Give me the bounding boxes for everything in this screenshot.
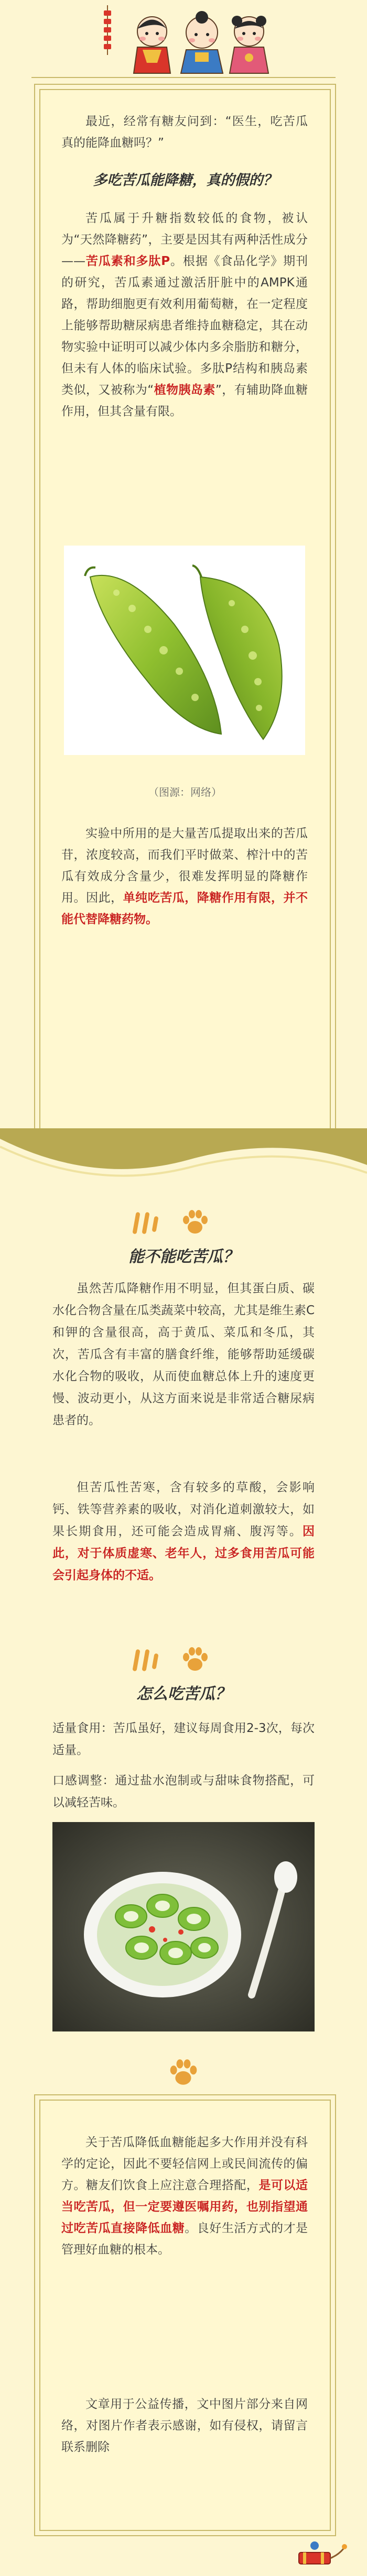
intro-heading: 多吃苦瓜能降糖，真的假的？ [93,172,277,188]
bitter-melon-photo [64,546,305,755]
photo-caption-1: （图源：网络） [148,786,222,798]
firecracker-icon [294,2539,351,2573]
intro-card [39,89,331,1133]
bitter-melon-dish-photo [52,1822,315,2031]
paw-icon-2 [181,1646,210,1673]
section3-paragraph-1: 适量食用：苦瓜虽好，建议每周食用2-3次，每次适量。 [52,1722,315,1757]
conclusion-card [39,2100,331,2531]
section3-paragraph-2: 口感调整：通过盐水泡制或与甜味食物搭配，可以减轻苦味。 [52,1774,315,1809]
section2-paragraph-1: 虽然苦瓜降糖作用不明显，但其蛋白质、碳水化合物含量在瓜类蔬菜中较高，尤其是维生素C和钾的含量很高，高于黄瓜、菜瓜和冬瓜，其次，苦瓜含有丰富的膳食纤维，能够帮助延缓碳水化合物的吸收，从而使血糖总体上升的速度更慢、波动更小，从这方面来说是非常适合糖尿病患者的。 [52,1282,315,1427]
section3-heading: 怎么吃苦瓜？ [136,1685,231,1703]
bars-icon [130,1207,161,1238]
copyright-notice: 文章用于公益传播，文中图片部分来自网络，对图片作者表示感谢，如有侵权，请留言联系删除 [61,2397,308,2454]
intro-paragraph: 最近，经常有糖友问到：“医生，吃苦瓜真的能降血糖吗？” [61,115,308,150]
paw-icon-3 [168,2058,199,2087]
section2-paragraph-2: 但苦瓜性苦寒，含有较多的草酸，会影响钙、铁等营养素的吸收，对消化道刺激较大，如果长期食用，还可能会造成胃痛、腹泻等。因此，对于体质虚寒、老年人，过多食用苦瓜可能会引起身体的不适。 [52,1481,315,1582]
paw-icon [181,1208,210,1236]
section2-heading: 能不能吃苦瓜？ [128,1248,239,1266]
wave-divider [0,1128,367,1191]
section1-paragraph-2: 实验中所用的是大量苦瓜提取出来的苦瓜苷，浓度较高，而我们平时做菜、榨汁中的苦瓜有效成分含量少，很难发挥明显的降糖作用。因此，单纯吃苦瓜，降糖作用有限，并不能代替降糖药物。 [61,827,308,926]
header-kids-illustration [0,0,367,79]
bars-icon-2 [130,1644,161,1675]
conclusion-paragraph: 关于苦瓜降低血糖能起多大作用并没有科学的定论，因此不要轻信网上或民间流传的偏方。糖友们饮食上应注意合理搭配，是可以适当吃苦瓜，但一定要遵医嘱用药，也别指望通过吃苦瓜直接降低血糖。良好生活方式的才是管理好血糖的根本。 [61,2136,308,2257]
section1-paragraph-1: 苦瓜属于升糖指数较低的食物，被认为“天然降糖药”，主要是因其有两种活性成分——苦瓜素和多肽P。根据《食品化学》期刊的研究，苦瓜素通过激活肝脏中的AMPK通路，帮助细胞更有效利用葡萄糖，在一定程度上能够帮助糖尿病患者维持血糖稳定，其在动物实验中证明可以减少体内多余脂肪和糖分，但未有人体的临床试验。多肽P结构和胰岛素类似，又被称为“植物胰岛素”，有辅助降血糖作用，但其含量有限。 [61,212,308,418]
